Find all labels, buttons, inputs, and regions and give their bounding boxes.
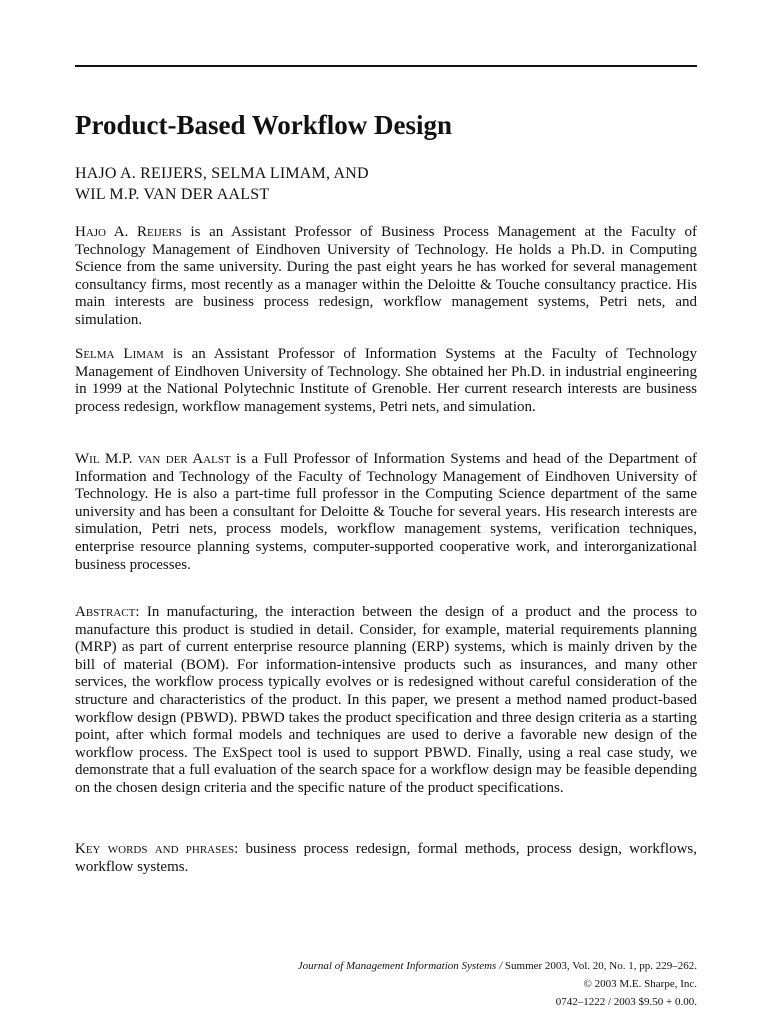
top-rule (75, 65, 697, 67)
bio-name: Wil M.P. van der Aalst (75, 451, 231, 467)
bio-limam (75, 346, 697, 416)
author-list (75, 163, 697, 205)
copyright-line: © 2003 M.E. Sharpe, Inc. (583, 978, 697, 990)
abstract (75, 604, 697, 798)
abstract-label: Abstract: (75, 604, 140, 620)
journal-issue: Summer 2003, Vol. 20, No. 1, pp. 229–262. (502, 960, 697, 972)
bio-name: Selma Limam (75, 346, 164, 362)
keywords (75, 841, 697, 876)
author-line-2: WIL M.P. VAN DER AALST (75, 186, 270, 203)
keywords-label: Key words and phrases: (75, 841, 239, 857)
bio-text: is a Full Professor of Information Systems and head of the Department of Information and Technology of the Faculty of Technology Management of Eindhoven University of Technology. He is also a part-time full professor in the Computing Science department of the same university and has been a consultant for Deloitte & Touche for several years. His research interests are simulation, Petri nets, process models, workflow management systems, verification techniques, enterprise resource planning systems, computer-supported cooperative work, and interorganizational business processes. (75, 451, 697, 573)
issn-line: 0742–1222 / 2003 $9.50 + 0.00. (555, 996, 697, 1008)
keywords-text: business process redesign, formal methods, process design, workflows, workflow systems. (75, 841, 697, 875)
abstract-text: In manufacturing, the interaction between the design of a product and the process to manufacture this product is studied in detail. Consider, for example, material requirements planning (MRP) as part of current enterprise resource planning (ERP) systems, which is mainly driven by the bill of material (BOM). For information-intensive products such as insurances, and many other services, the workflow process typically evolves or is redesigned without careful consideration of the structure and characteristics of the product. In this paper, we present a method named product-based workflow design (PBWD). PBWD takes the product specification and three design criteria as a starting point, after which formal models and techniques are used to derive a favorable new design of the workflow process. The ExSpect tool is used to support PBWD. Finally, using a real case study, we demonstrate that a full evaluation of the search space for a workflow design may be feasible depending on the chosen design criteria and the specific nature of the product specifications. (75, 604, 697, 796)
bio-van-der-aalst (75, 451, 697, 574)
bio-name: Hajo A. Reijers (75, 224, 182, 240)
page-title: Product-Based Workflow Design (75, 110, 453, 140)
citation-line (298, 957, 697, 975)
bio-text: is an Assistant Professor of Information Systems at the Faculty of Technology Management of Eindhoven University of Technology. She obtained her Ph.D. in industrial engineering in 1999 at the National Polytechnic Institute of Grenoble. Her current research interests are business process redesign, workflow management systems, Petri nets, and simulation. (75, 346, 697, 415)
page-footer (298, 957, 697, 1011)
author-line-1: HAJO A. REIJERS, SELMA LIMAM, AND (75, 165, 369, 182)
bio-text: is an Assistant Professor of Business Process Management at the Faculty of Technology Management of Eindhoven University of Technology. He holds a Ph.D. in Computing Science from the same university. During the past eight years he has worked for several management consultancy firms, most recently as a manager within the Deloitte & Touche consultancy practice. His main interests are business process redesign, workflow management systems, Petri nets, and simulation. (75, 224, 697, 328)
bio-reijers (75, 224, 697, 330)
journal-name: Journal of Management Information Systems / (297, 960, 503, 972)
